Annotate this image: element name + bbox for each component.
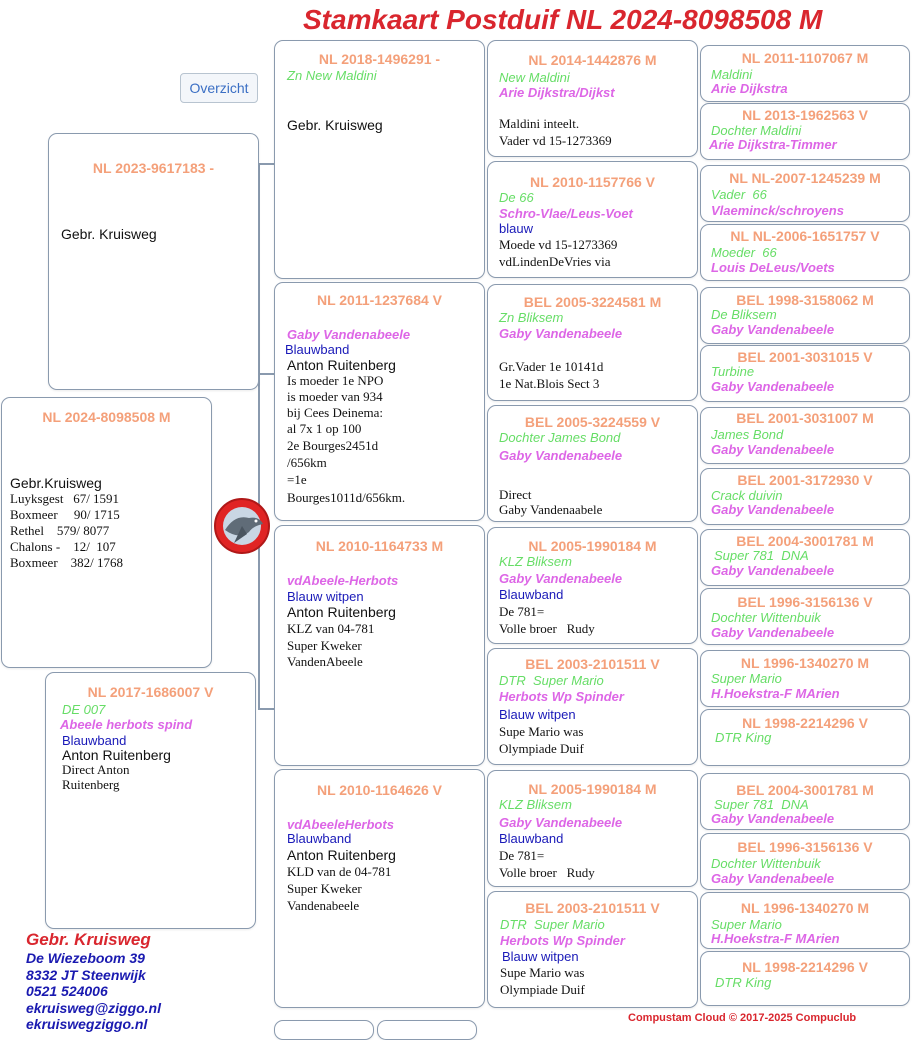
breeder: Herbots Wp Spinder xyxy=(499,689,624,704)
ring-number: BEL 1996-3156136 V xyxy=(737,594,873,610)
ring-number: NL 1996-1340270 M xyxy=(740,655,870,671)
note: Maldini inteelt. xyxy=(499,116,580,131)
partial-card xyxy=(377,1020,477,1040)
note: Is moeder 1e NPO xyxy=(287,373,384,388)
contact-email[interactable]: ekruisweg@ziggo.nl xyxy=(26,999,162,1016)
ring-number: NL 1998-2214296 V xyxy=(742,959,868,975)
ring-number: NL 2018-1496291 - xyxy=(318,51,441,67)
mother-card[interactable] xyxy=(45,672,256,929)
partial-card xyxy=(274,1020,374,1040)
great-great-grandparent-card[interactable] xyxy=(700,588,910,645)
note: Olympiade Duif xyxy=(499,741,584,756)
note: 2e Bourges2451d xyxy=(287,438,379,453)
note: Gr.Vader 1e 10141d xyxy=(499,359,604,374)
great-great-grandparent-card[interactable] xyxy=(700,892,910,949)
color: Blauwband xyxy=(62,733,127,748)
pigeon-name: De 66 xyxy=(499,190,534,205)
great-great-grandparent-card[interactable] xyxy=(700,345,910,402)
ring-number: NL 2011-1237684 V xyxy=(316,292,443,308)
note: bij Cees Deinema: xyxy=(287,405,384,420)
maternal-grandmother-card[interactable] xyxy=(274,769,485,1008)
breeder: Herbots Wp Spinder xyxy=(500,933,625,948)
great-grandparent-card[interactable] xyxy=(487,891,698,1008)
note: De 781= xyxy=(499,604,545,619)
page-title: Stamkaart Postduif NL 2024-8098508 M xyxy=(303,4,823,35)
ring-number: BEL 2001-3031015 V xyxy=(737,349,873,365)
pigeon-name: Super Mario xyxy=(711,917,782,932)
pigeon-name: DTR Super Mario xyxy=(499,673,604,688)
note: VandenAbeele xyxy=(287,654,363,669)
breeder: Gaby Vandenabeele xyxy=(711,322,835,337)
paternal-grandmother-card[interactable] xyxy=(274,282,485,521)
ring-number: NL 1996-1340270 M xyxy=(740,900,870,916)
breeder: Vlaeminck/schroyens xyxy=(711,203,844,218)
note: Volle broer Rudy xyxy=(499,621,595,636)
father-card[interactable] xyxy=(48,133,259,390)
ring-number: BEL 2003-2101511 V xyxy=(525,900,660,916)
ring-number: BEL 1998-3158062 M xyxy=(736,292,874,308)
great-grandparent-card[interactable] xyxy=(487,161,698,278)
breeder: Gaby Vandenabeele xyxy=(711,811,835,826)
owner: Anton Ruitenberg xyxy=(62,747,171,763)
ring-number: NL 2010-1164626 V xyxy=(316,782,443,798)
note: KLZ van 04-781 xyxy=(287,621,375,636)
breeder: Arie Dijkstra/Dijkst xyxy=(499,85,615,100)
pigeon-name: Dochter Maldini xyxy=(711,123,802,138)
great-great-grandparent-card[interactable] xyxy=(700,103,910,160)
contact-street: De Wiezeboom 39 xyxy=(26,950,145,966)
owner: Anton Ruitenberg xyxy=(287,357,396,373)
breeder: Gaby Vandenabeele xyxy=(711,563,835,578)
great-grandparent-card[interactable] xyxy=(487,40,698,157)
pigeon-name: James Bond xyxy=(711,427,784,442)
overview-button[interactable]: Overzicht xyxy=(180,73,258,103)
breeder: Schro-Vlae/Leus-Voet xyxy=(499,206,633,221)
ring-number: BEL 2001-3031007 M xyxy=(736,410,874,426)
owner: Anton Ruitenberg xyxy=(287,847,396,863)
ring-number: BEL 2004-3001781 M xyxy=(736,782,874,798)
pigeon-name: KLZ Bliksem xyxy=(499,554,572,569)
note: Volle broer Rudy xyxy=(499,865,595,880)
connector-line xyxy=(258,708,274,710)
breeder: H.Hoekstra-F MArien xyxy=(711,931,840,946)
note: Supe Mario was xyxy=(500,965,585,980)
great-great-grandparent-card[interactable] xyxy=(700,773,910,830)
breeder: Louis DeLeus/Voets xyxy=(711,260,835,275)
note: Bourges1011d/656km. xyxy=(287,490,406,505)
great-great-grandparent-card[interactable] xyxy=(700,709,910,766)
ring-number: NL 2013-1962563 V xyxy=(742,107,868,123)
ring-number: NL 2005-1990184 M xyxy=(528,781,657,797)
great-great-grandparent-card[interactable] xyxy=(700,529,910,586)
color: Blauwband xyxy=(499,587,564,602)
color: blauw xyxy=(499,221,533,236)
note: KLD van de 04-781 xyxy=(287,864,392,879)
result-line: Chalons - 12/ 107 xyxy=(10,539,116,554)
great-great-grandparent-card[interactable] xyxy=(700,833,910,890)
ring-number: NL NL-2006-1651757 V xyxy=(730,228,880,244)
great-grandparent-card[interactable] xyxy=(487,648,698,765)
breeder: Gaby Vandenabeele xyxy=(499,815,623,830)
pigeon-name: New Maldini xyxy=(499,70,570,85)
breeder: Gaby Vandenabeele xyxy=(499,571,623,586)
pigeon-name: DTR Super Mario xyxy=(500,917,605,932)
great-grandparent-card[interactable] xyxy=(487,284,698,401)
contact-block xyxy=(26,930,161,1033)
great-grandparent-card[interactable] xyxy=(487,770,698,887)
color: Blauwband xyxy=(285,342,350,357)
pigeon-name: Zn New Maldini xyxy=(287,68,377,83)
note: al 7x 1 op 100 xyxy=(287,421,362,436)
owner: Gebr. Kruisweg xyxy=(287,117,383,133)
note: Supe Mario was xyxy=(499,724,584,739)
note: /656km xyxy=(287,455,327,470)
note: De 781= xyxy=(499,848,545,863)
owner: Gebr. Kruisweg xyxy=(61,226,157,242)
pigeon-name: DTR King xyxy=(715,975,772,990)
pigeon-name: DTR King xyxy=(715,730,772,745)
breeder: Gaby Vandenabeele xyxy=(711,502,835,517)
great-great-grandparent-card[interactable] xyxy=(700,407,910,464)
breeder: Gaby Vandenabeele xyxy=(499,326,623,341)
ring-number: NL 2023-9617183 - xyxy=(92,160,215,176)
pigeon-name: Moeder 66 xyxy=(711,245,777,260)
breeder: Arie Dijkstra-Timmer xyxy=(709,137,837,152)
subject-pigeon-card[interactable] xyxy=(1,397,212,668)
paternal-grandfather-card[interactable] xyxy=(274,40,485,279)
great-grandparent-card[interactable] xyxy=(487,405,698,522)
ring-number: NL NL-2007-1245239 M xyxy=(729,170,881,186)
ring-number: NL 2011-1107067 M xyxy=(741,50,869,66)
note: Gaby Vandenaabele xyxy=(499,502,603,517)
connector-line xyxy=(258,163,274,165)
breeder: Gaby Vandenabeele xyxy=(499,448,623,463)
result-line: Luyksgest 67/ 1591 xyxy=(10,491,120,506)
great-great-grandparent-card[interactable] xyxy=(700,468,910,525)
great-grandparent-card[interactable] xyxy=(487,527,698,644)
breeder: vdAbeeleHerbots xyxy=(287,817,394,832)
compustam-logo xyxy=(209,496,275,556)
note: is moeder van 934 xyxy=(287,389,383,404)
connector-line xyxy=(258,373,274,375)
ring-number: NL 2010-1164733 M xyxy=(315,538,444,554)
note: vdLindenDeVries via xyxy=(499,254,611,269)
great-great-grandparent-card[interactable] xyxy=(700,287,910,344)
ring-number: NL 2017-1686007 V xyxy=(87,684,214,700)
breeder: vdAbeele-Herbots xyxy=(287,573,399,588)
note: Ruitenberg xyxy=(62,777,120,792)
contact-name: Gebr. Kruisweg xyxy=(26,930,151,949)
contact-email-2[interactable]: ekruiswegziggo.nl xyxy=(26,1016,148,1032)
breeder: Gaby Vandenabeele xyxy=(711,625,835,640)
note: Olympiade Duif xyxy=(500,982,585,997)
color: Blauw witpen xyxy=(287,589,364,604)
note: Super Kweker xyxy=(287,638,362,653)
ring-number: NL 2005-1990184 M xyxy=(528,538,657,554)
pigeon-name: Crack duivin xyxy=(711,488,783,503)
pigeon-name: Dochter James Bond xyxy=(499,430,621,445)
breeder: Gaby Vandenabeele xyxy=(711,871,835,886)
breeder: Arie Dijkstra xyxy=(711,81,788,96)
ring-number: NL 2010-1157766 V xyxy=(529,174,656,190)
pigeon-name: Dochter Wittenbuik xyxy=(711,610,821,625)
breeder: Abeele herbots spind xyxy=(60,717,193,732)
great-great-grandparent-card[interactable] xyxy=(700,951,910,1006)
ring-number: BEL 2003-2101511 V xyxy=(525,656,660,672)
pigeon-name: DE 007 xyxy=(62,702,106,717)
result-line: Boxmeer 90/ 1715 xyxy=(10,507,120,522)
pigeon-name: De Bliksem xyxy=(711,307,777,322)
maternal-grandfather-card[interactable] xyxy=(274,525,485,766)
pigeon-name: Super 781 DNA xyxy=(714,797,809,812)
owner: Gebr.Kruisweg xyxy=(10,475,102,491)
note: Direct xyxy=(499,487,532,502)
pigeon-name: Maldini xyxy=(711,67,753,82)
ring-number: BEL 2005-3224581 M xyxy=(523,294,662,310)
great-great-grandparent-card[interactable] xyxy=(700,45,910,102)
note: =1e xyxy=(287,472,307,487)
pigeon-name: Super 781 DNA xyxy=(714,548,809,563)
contact-city: 8332 JT Steenwijk xyxy=(26,966,146,983)
owner: Anton Ruitenberg xyxy=(287,604,396,620)
pigeon-name: Dochter Wittenbuik xyxy=(711,856,821,871)
result-line: Boxmeer 382/ 1768 xyxy=(10,555,124,570)
contact-phone: 0521 524006 xyxy=(26,983,108,999)
great-great-grandparent-card[interactable] xyxy=(700,224,910,281)
ring-number: NL 2014-1442876 M xyxy=(528,52,657,68)
footer-copyright: Compustam Cloud © 2017-2025 Compuclub xyxy=(628,1012,857,1024)
color: Blauwband xyxy=(499,831,564,846)
note: Moede vd 15-1273369 xyxy=(499,237,618,252)
color: Blauw witpen xyxy=(499,707,576,722)
note: Vandenabeele xyxy=(287,898,360,913)
note: Super Kweker xyxy=(287,881,362,896)
result-line: Rethel 579/ 8077 xyxy=(10,523,110,538)
pigeon-name: Vader 66 xyxy=(711,187,767,202)
great-great-grandparent-card[interactable] xyxy=(700,650,910,707)
pigeon-name: Zn Bliksem xyxy=(499,310,564,325)
ring-number: NL 2024-8098508 M xyxy=(42,409,171,425)
note: Direct Anton xyxy=(62,762,130,777)
ring-number: BEL 2005-3224559 V xyxy=(524,414,661,430)
pigeon-name: Turbine xyxy=(711,364,755,379)
ring-number: BEL 2001-3172930 V xyxy=(737,472,873,488)
color: Blauwband xyxy=(287,831,352,846)
breeder: Gaby Vandenabeele xyxy=(287,327,411,342)
ring-number: NL 1998-2214296 V xyxy=(742,715,868,731)
color: Blauw witpen xyxy=(502,949,579,964)
pigeon-name: KLZ Bliksem xyxy=(499,797,572,812)
great-great-grandparent-card[interactable] xyxy=(700,165,910,222)
ring-number: BEL 1996-3156136 V xyxy=(737,839,873,855)
breeder: Gaby Vandenabeele xyxy=(711,379,835,394)
breeder: Gaby Vandenabeele xyxy=(711,442,835,457)
note: Vader vd 15-1273369 xyxy=(499,133,612,148)
note: 1e Nat.Blois Sect 3 xyxy=(499,376,600,391)
ring-number: BEL 2004-3001781 M xyxy=(736,533,874,549)
breeder: H.Hoekstra-F MArien xyxy=(711,686,840,701)
pigeon-name: Super Mario xyxy=(711,671,782,686)
